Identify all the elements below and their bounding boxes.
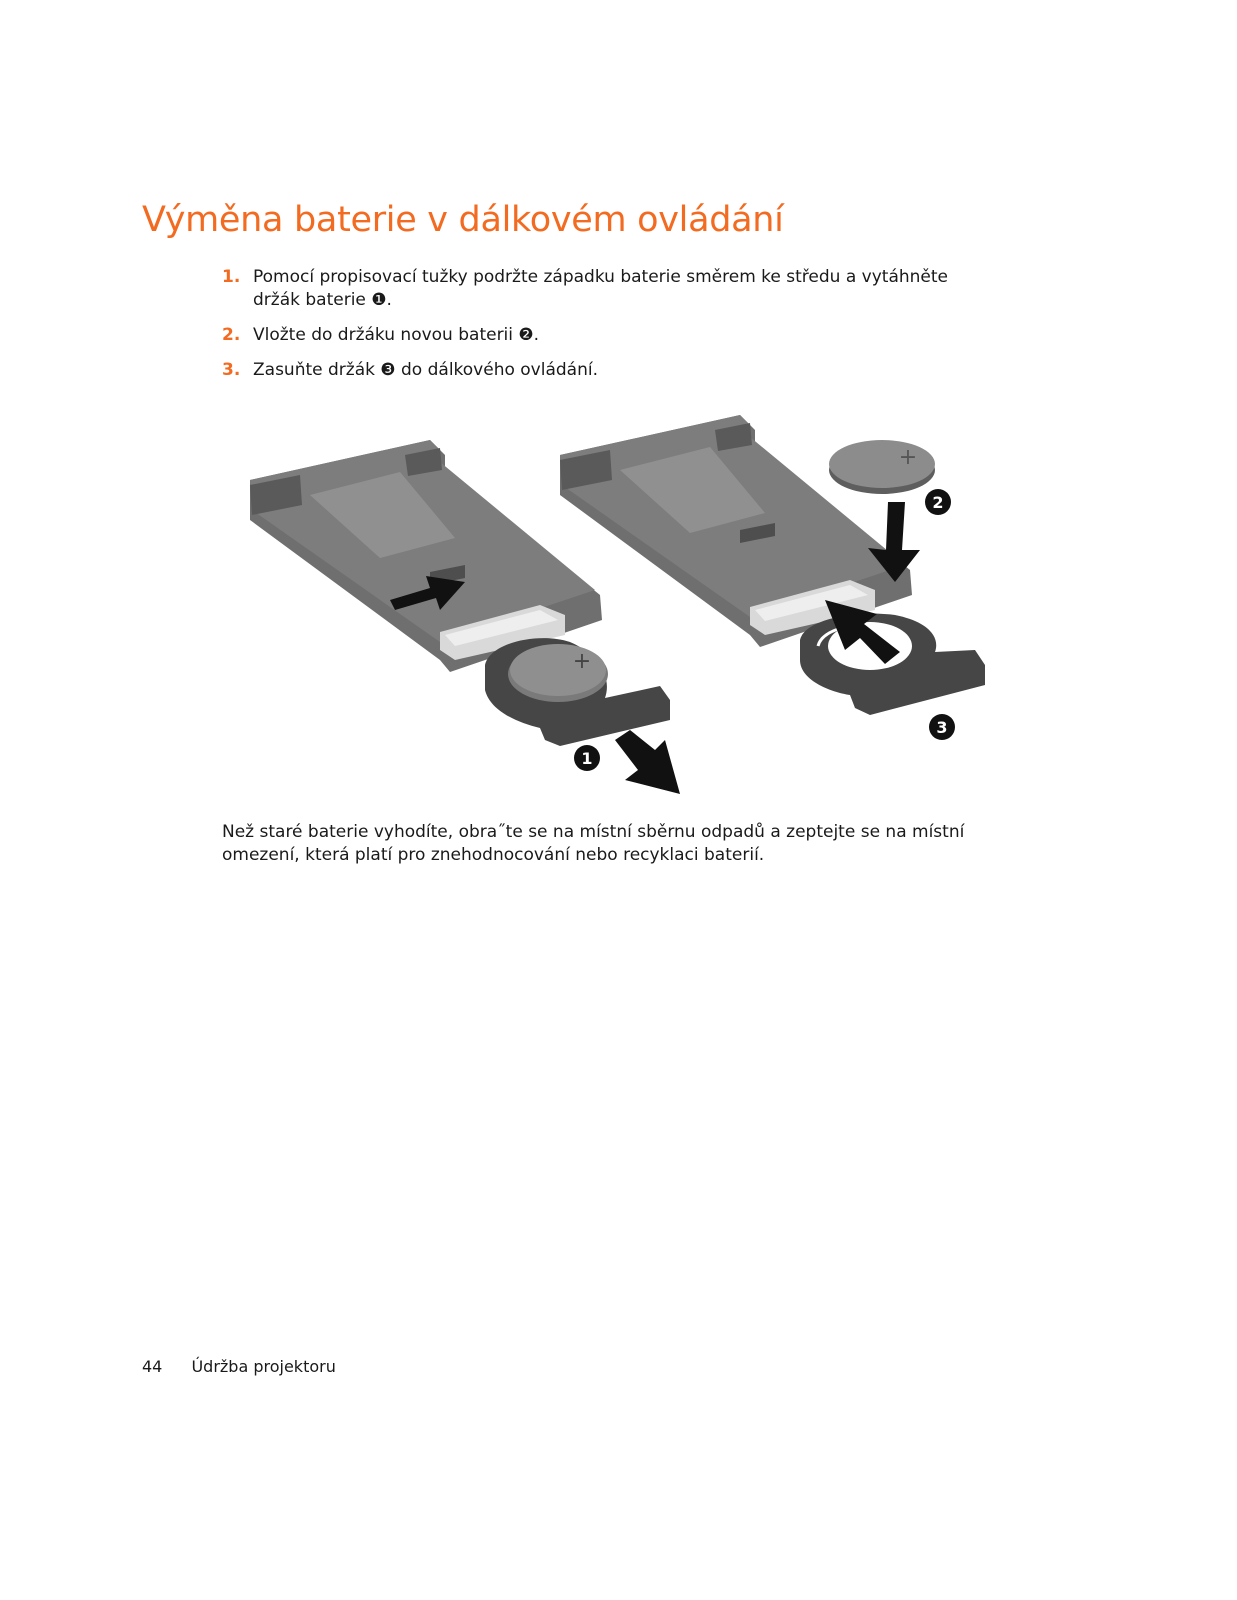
page-number: 44 xyxy=(142,1357,163,1376)
battery-replacement-illustration xyxy=(240,410,1000,800)
svg-text:+: + xyxy=(898,445,918,470)
callout-1 xyxy=(574,745,600,771)
arrow-left-pull xyxy=(615,730,680,794)
step-text: Pomocí propisovací tužky podržte západku baterie směrem ke středu a vytáhněte držák baterie ❶. xyxy=(253,267,948,310)
new-battery xyxy=(829,440,935,494)
step-text: Zasuňte držák ❸ do dálkového ovládání. xyxy=(253,360,598,380)
step-text: Vložte do držáku novou baterii ❷. xyxy=(253,325,540,345)
page-title: Výměna baterie v dálkovém ovládání xyxy=(142,200,784,240)
callout-number: 1 xyxy=(581,749,593,768)
svg-text:+: + xyxy=(572,649,592,674)
battery-holder-left xyxy=(485,638,670,746)
step-2 xyxy=(222,324,982,347)
remote-control-left xyxy=(250,440,602,672)
step-1 xyxy=(222,266,982,312)
callout-3 xyxy=(929,714,955,740)
callout-number: 3 xyxy=(936,718,948,737)
callout-number: 2 xyxy=(932,493,944,512)
section-name: Údržba projektoru xyxy=(191,1357,336,1376)
page-footer xyxy=(142,1357,336,1376)
step-number: 1. xyxy=(222,267,241,287)
step-3 xyxy=(222,359,982,382)
instruction-steps xyxy=(222,266,982,394)
battery-holder-right xyxy=(800,614,985,715)
step-number: 3. xyxy=(222,360,241,380)
step-number: 2. xyxy=(222,325,241,345)
callout-2 xyxy=(925,489,951,515)
disposal-note: Než staré baterie vyhodíte, obra˝te se na místní sběrnu odpadů a zeptejte se na místní omezení, která platí pro znehodnocování nebo recyklaci baterií. xyxy=(222,822,965,865)
